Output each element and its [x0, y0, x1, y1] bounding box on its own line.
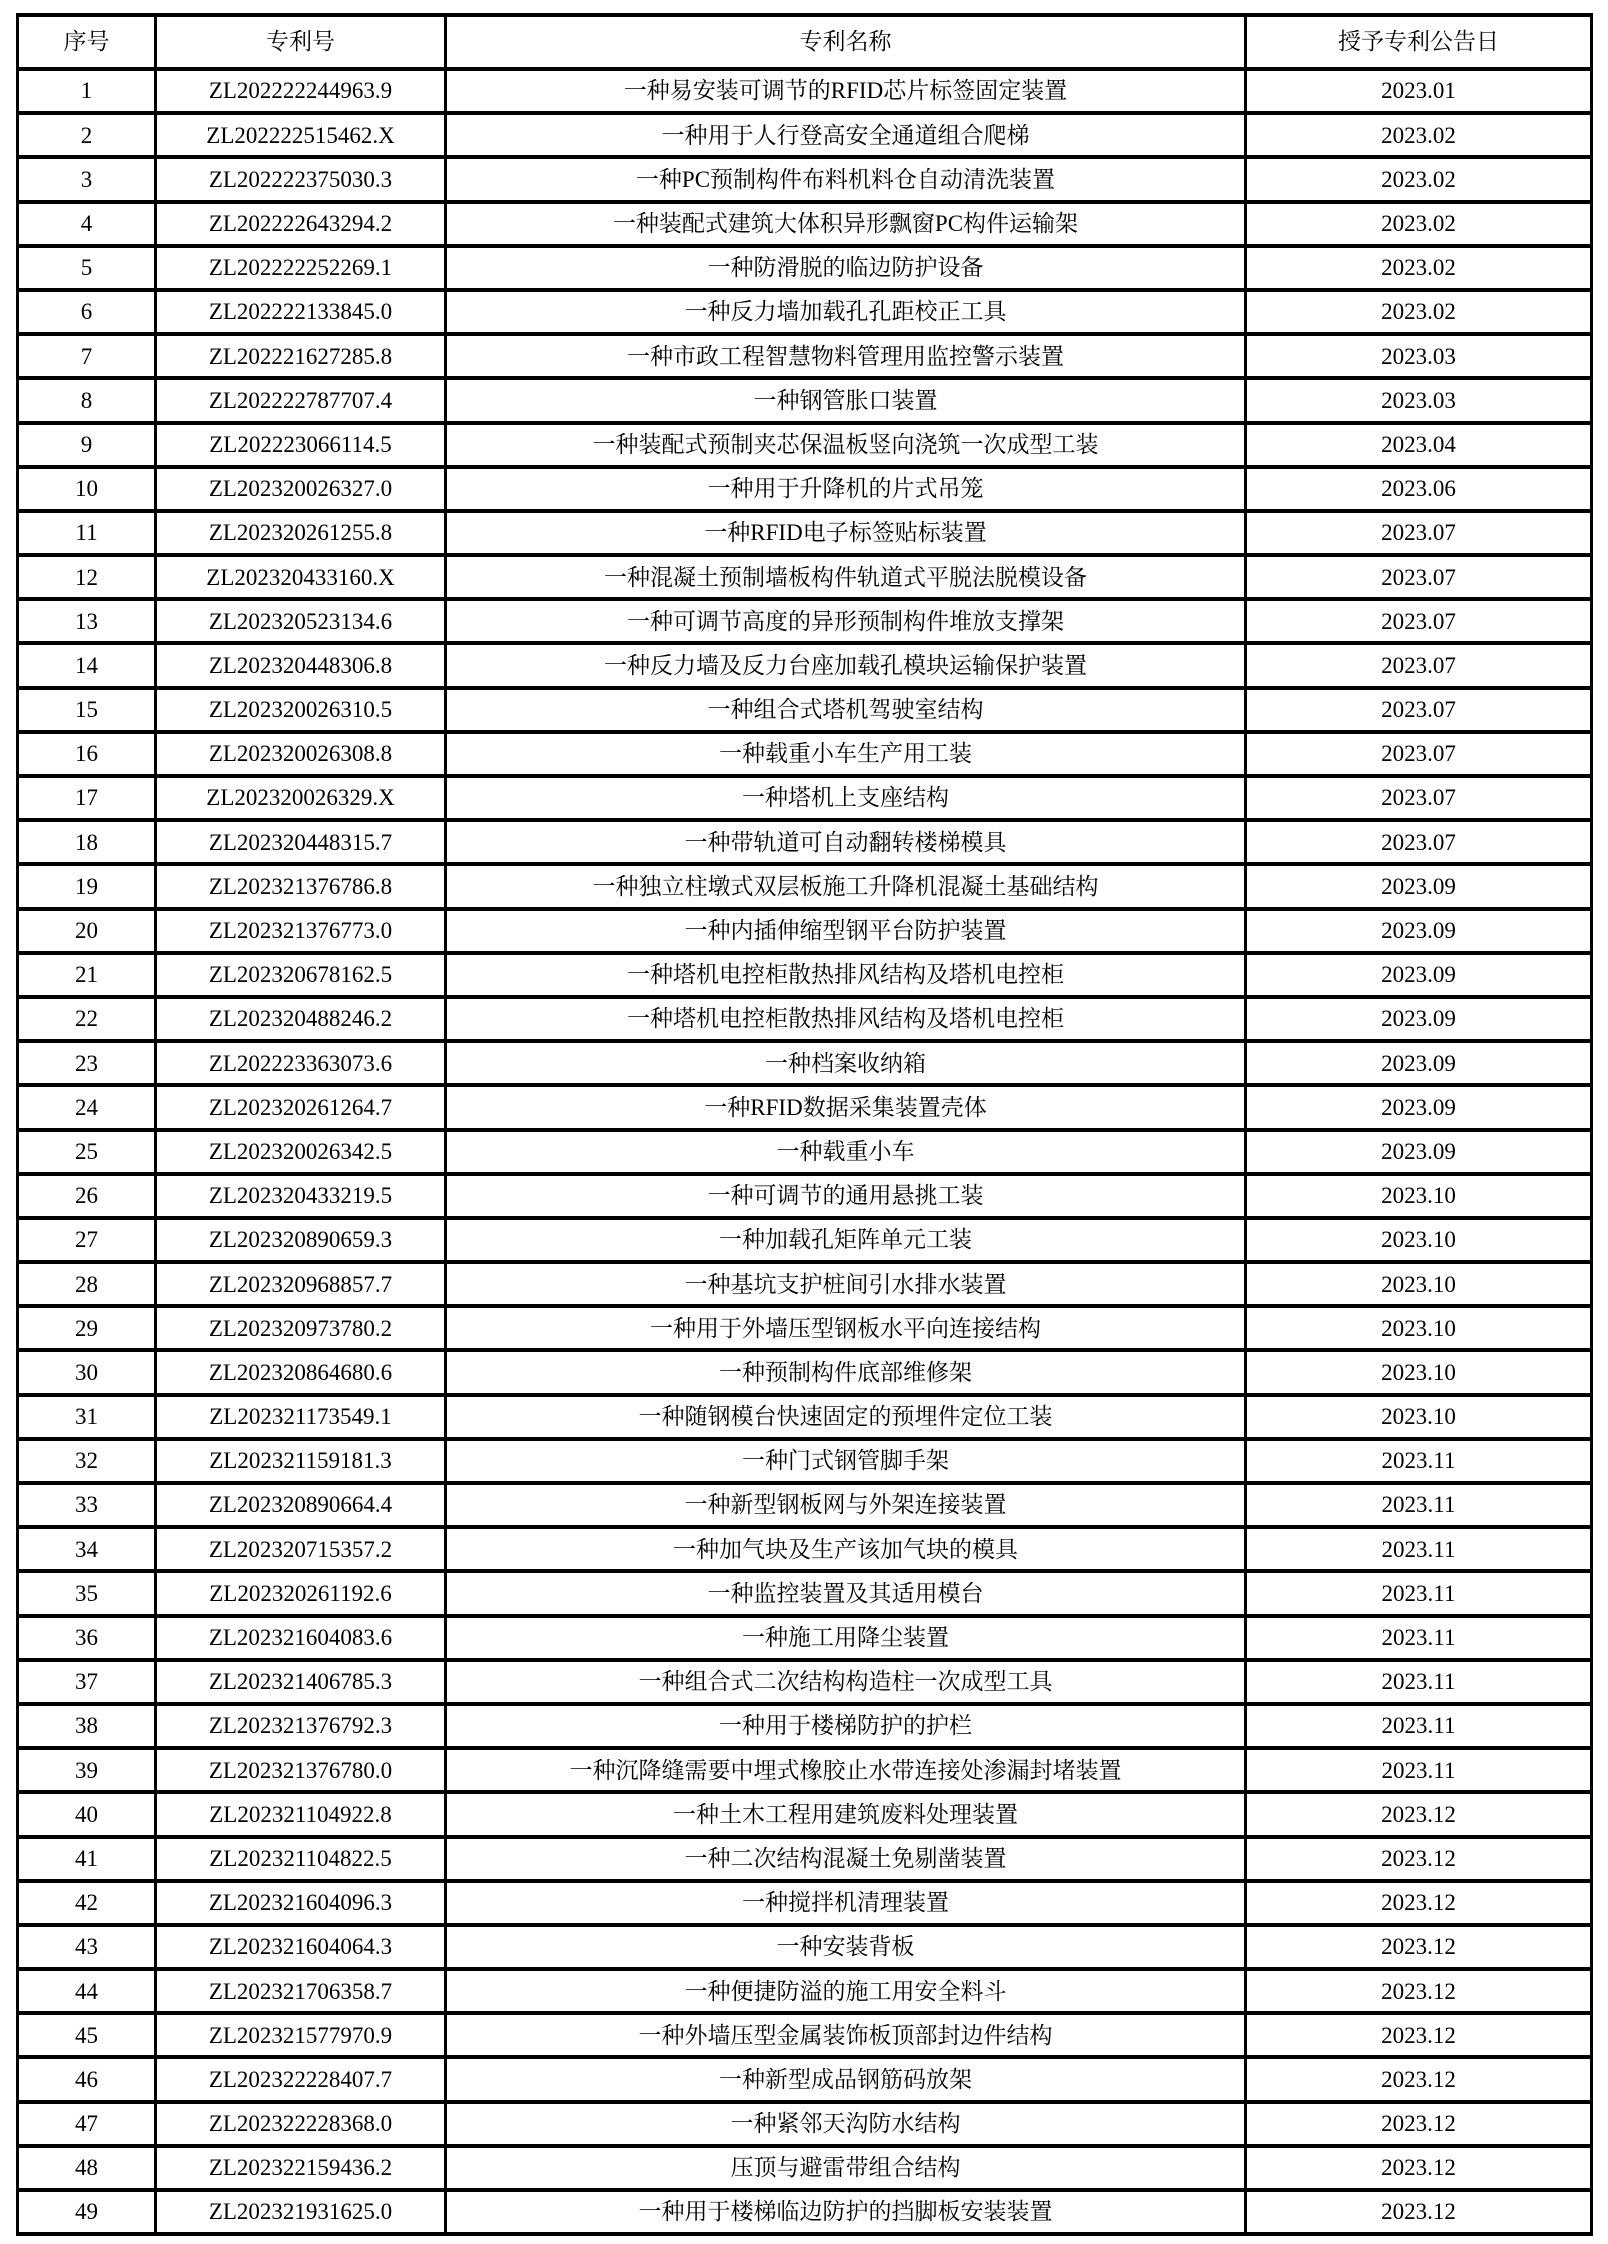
- table-row: [18, 1704, 1592, 1748]
- patent-number-cell: ZL202321104822.5: [156, 1837, 446, 1881]
- serial-cell: 19: [18, 864, 156, 908]
- serial-cell: 35: [18, 1571, 156, 1615]
- serial-cell: 2: [18, 113, 156, 157]
- patent-name-cell: 一种装配式建筑大体积异形飘窗PC构件运输架: [446, 202, 1246, 246]
- serial-cell: 30: [18, 1350, 156, 1394]
- grant-date-cell: 2023.09: [1246, 909, 1592, 953]
- grant-date-cell: 2023.10: [1246, 1395, 1592, 1439]
- grant-date-cell: 2023.07: [1246, 776, 1592, 820]
- table-row: [18, 776, 1592, 820]
- serial-cell: 49: [18, 2190, 156, 2234]
- patent-number-cell: ZL202321159181.3: [156, 1439, 446, 1483]
- grant-date-cell: 2023.07: [1246, 643, 1592, 687]
- grant-date-cell: 2023.03: [1246, 378, 1592, 422]
- patent-number-cell: ZL202321406785.3: [156, 1660, 446, 1704]
- patent-number-cell: ZL202321376780.0: [156, 1748, 446, 1792]
- patent-number-cell: ZL202321376786.8: [156, 864, 446, 908]
- patent-number-cell: ZL202320864680.6: [156, 1350, 446, 1394]
- patent-name-cell: 一种防滑脱的临边防护设备: [446, 246, 1246, 290]
- grant-date-cell: 2023.07: [1246, 820, 1592, 864]
- grant-date-cell: 2023.12: [1246, 1881, 1592, 1925]
- patent-number-cell: ZL202223363073.6: [156, 1041, 446, 1085]
- patent-number-cell: ZL202320261192.6: [156, 1571, 446, 1615]
- grant-date-cell: 2023.02: [1246, 157, 1592, 201]
- patent-number-cell: ZL202321104922.8: [156, 1792, 446, 1836]
- table-row: [18, 599, 1592, 643]
- patent-name-cell: 一种用于楼梯防护的护栏: [446, 1704, 1246, 1748]
- table-row: [18, 467, 1592, 511]
- serial-cell: 45: [18, 2013, 156, 2057]
- patent-name-cell: 一种塔机上支座结构: [446, 776, 1246, 820]
- serial-cell: 44: [18, 1969, 156, 2013]
- serial-cell: 16: [18, 732, 156, 776]
- patent-number-cell: ZL202322228368.0: [156, 2102, 446, 2146]
- table-row: [18, 732, 1592, 776]
- serial-cell: 10: [18, 467, 156, 511]
- grant-date-cell: 2023.11: [1246, 1571, 1592, 1615]
- patent-name-cell: 一种安装背板: [446, 1925, 1246, 1969]
- serial-cell: 27: [18, 1218, 156, 1262]
- grant-date-cell: 2023.12: [1246, 2146, 1592, 2190]
- patent-name-cell: 一种紧邻天沟防水结构: [446, 2102, 1246, 2146]
- table-row: [18, 1041, 1592, 1085]
- patent-number-cell: ZL202320890659.3: [156, 1218, 446, 1262]
- patent-number-cell: ZL202320523134.6: [156, 599, 446, 643]
- grant-date-cell: 2023.12: [1246, 2057, 1592, 2101]
- serial-cell: 21: [18, 953, 156, 997]
- serial-cell: 13: [18, 599, 156, 643]
- table-row: [18, 1660, 1592, 1704]
- patent-number-cell: ZL202321376773.0: [156, 909, 446, 953]
- patent-name-cell: 压顶与避雷带组合结构: [446, 2146, 1246, 2190]
- grant-date-cell: 2023.12: [1246, 1925, 1592, 1969]
- grant-date-cell: 2023.09: [1246, 864, 1592, 908]
- serial-cell: 26: [18, 1174, 156, 1218]
- patent-name-cell: 一种新型钢板网与外架连接装置: [446, 1483, 1246, 1527]
- patent-number-cell: ZL202222515462.X: [156, 113, 446, 157]
- patent-name-cell: 一种易安装可调节的RFID芯片标签固定装置: [446, 69, 1246, 113]
- grant-date-cell: 2023.09: [1246, 1041, 1592, 1085]
- table-row: [18, 953, 1592, 997]
- table-row: [18, 820, 1592, 864]
- grant-date-cell: 2023.06: [1246, 467, 1592, 511]
- patent-number-cell: ZL202320448315.7: [156, 820, 446, 864]
- table-row: [18, 290, 1592, 334]
- serial-cell: 48: [18, 2146, 156, 2190]
- patent-name-cell: 一种用于人行登高安全通道组合爬梯: [446, 113, 1246, 157]
- header-row: [18, 15, 1592, 69]
- serial-cell: 24: [18, 1085, 156, 1129]
- table-row: [18, 1616, 1592, 1660]
- patent-number-cell: ZL202320968857.7: [156, 1262, 446, 1306]
- patent-name-cell: 一种用于外墙压型钢板水平向连接结构: [446, 1306, 1246, 1350]
- table-row: [18, 1571, 1592, 1615]
- patent-number-cell: ZL202223066114.5: [156, 423, 446, 467]
- patent-name-cell: 一种用于升降机的片式吊笼: [446, 467, 1246, 511]
- patent-name-cell: 一种反力墙加载孔孔距校正工具: [446, 290, 1246, 334]
- serial-cell: 22: [18, 997, 156, 1041]
- table-row: [18, 1748, 1592, 1792]
- table-row: [18, 1439, 1592, 1483]
- serial-cell: 31: [18, 1395, 156, 1439]
- table-row: [18, 202, 1592, 246]
- patent-name-cell: 一种装配式预制夹芯保温板竖向浇筑一次成型工装: [446, 423, 1246, 467]
- serial-cell: 14: [18, 643, 156, 687]
- patent-name-cell: 一种PC预制构件布料机料仓自动清洗装置: [446, 157, 1246, 201]
- patent-number-cell: ZL202222375030.3: [156, 157, 446, 201]
- patent-name-cell: 一种载重小车: [446, 1130, 1246, 1174]
- patent-name-cell: 一种新型成品钢筋码放架: [446, 2057, 1246, 2101]
- patent-name-cell: 一种搅拌机清理装置: [446, 1881, 1246, 1925]
- patent-name-cell: 一种反力墙及反力台座加载孔模块运输保护装置: [446, 643, 1246, 687]
- table-row: [18, 511, 1592, 555]
- table-row: [18, 997, 1592, 1041]
- table-row: [18, 1925, 1592, 1969]
- serial-cell: 41: [18, 1837, 156, 1881]
- grant-date-cell: 2023.02: [1246, 113, 1592, 157]
- patent-name-cell: 一种带轨道可自动翻转楼梯模具: [446, 820, 1246, 864]
- serial-cell: 9: [18, 423, 156, 467]
- patent-name-cell: 一种预制构件底部维修架: [446, 1350, 1246, 1394]
- table-row: [18, 1218, 1592, 1262]
- patent-name-cell: 一种外墙压型金属装饰板顶部封边件结构: [446, 2013, 1246, 2057]
- patent-name-cell: 一种可调节的通用悬挑工装: [446, 1174, 1246, 1218]
- serial-cell: 33: [18, 1483, 156, 1527]
- grant-date-cell: 2023.10: [1246, 1218, 1592, 1262]
- table-row: [18, 909, 1592, 953]
- patent-number-cell: ZL202320890664.4: [156, 1483, 446, 1527]
- patent-number-cell: ZL202321376792.3: [156, 1704, 446, 1748]
- grant-date-cell: 2023.12: [1246, 1969, 1592, 2013]
- patent-name-cell: 一种组合式二次结构构造柱一次成型工具: [446, 1660, 1246, 1704]
- grant-date-cell: 2023.02: [1246, 246, 1592, 290]
- table-row: [18, 1792, 1592, 1836]
- serial-cell: 15: [18, 688, 156, 732]
- patent-name-cell: 一种RFID电子标签贴标装置: [446, 511, 1246, 555]
- grant-date-cell: 2023.07: [1246, 732, 1592, 776]
- patent-number-cell: ZL202320433219.5: [156, 1174, 446, 1218]
- patent-number-cell: ZL202320448306.8: [156, 643, 446, 687]
- table-row: [18, 2190, 1592, 2234]
- patent-name-cell: 一种RFID数据采集装置壳体: [446, 1085, 1246, 1129]
- grant-date-cell: 2023.12: [1246, 1792, 1592, 1836]
- table-row: [18, 643, 1592, 687]
- patent-name-cell: 一种沉降缝需要中埋式橡胶止水带连接处渗漏封堵装置: [446, 1748, 1246, 1792]
- patent-name-cell: 一种便捷防溢的施工用安全料斗: [446, 1969, 1246, 2013]
- serial-cell: 40: [18, 1792, 156, 1836]
- table-row: [18, 1881, 1592, 1925]
- serial-cell: 12: [18, 555, 156, 599]
- grant-date-cell: 2023.11: [1246, 1439, 1592, 1483]
- table-row: [18, 2102, 1592, 2146]
- header-grant-date: 授予专利公告日: [1246, 15, 1592, 69]
- serial-cell: 36: [18, 1616, 156, 1660]
- header-patent-no: 专利号: [156, 15, 446, 69]
- patent-number-cell: ZL202221627285.8: [156, 334, 446, 378]
- patent-number-cell: ZL202320026327.0: [156, 467, 446, 511]
- table-row: [18, 555, 1592, 599]
- patent-number-cell: ZL202320488246.2: [156, 997, 446, 1041]
- patent-table-body: [18, 69, 1592, 2234]
- table-row: [18, 378, 1592, 422]
- table-row: [18, 1395, 1592, 1439]
- patent-name-cell: 一种组合式塔机驾驶室结构: [446, 688, 1246, 732]
- patent-number-cell: ZL202320026342.5: [156, 1130, 446, 1174]
- patent-name-cell: 一种塔机电控柜散热排风结构及塔机电控柜: [446, 953, 1246, 997]
- grant-date-cell: 2023.12: [1246, 1837, 1592, 1881]
- serial-cell: 23: [18, 1041, 156, 1085]
- grant-date-cell: 2023.07: [1246, 688, 1592, 732]
- patent-number-cell: ZL202320026308.8: [156, 732, 446, 776]
- table-row: [18, 1262, 1592, 1306]
- patent-name-cell: 一种塔机电控柜散热排风结构及塔机电控柜: [446, 997, 1246, 1041]
- table-row: [18, 1969, 1592, 2013]
- table-row: [18, 1483, 1592, 1527]
- serial-cell: 4: [18, 202, 156, 246]
- grant-date-cell: 2023.07: [1246, 599, 1592, 643]
- serial-cell: 1: [18, 69, 156, 113]
- table-row: [18, 864, 1592, 908]
- patent-number-cell: ZL202322228407.7: [156, 2057, 446, 2101]
- table-row: [18, 157, 1592, 201]
- patent-number-cell: ZL202322159436.2: [156, 2146, 446, 2190]
- serial-cell: 28: [18, 1262, 156, 1306]
- grant-date-cell: 2023.02: [1246, 290, 1592, 334]
- patent-name-cell: 一种市政工程智慧物料管理用监控警示装置: [446, 334, 1246, 378]
- serial-cell: 42: [18, 1881, 156, 1925]
- grant-date-cell: 2023.11: [1246, 1483, 1592, 1527]
- grant-date-cell: 2023.11: [1246, 1616, 1592, 1660]
- patent-number-cell: ZL202222787707.4: [156, 378, 446, 422]
- patent-number-cell: ZL202320973780.2: [156, 1306, 446, 1350]
- patent-number-cell: ZL202222244963.9: [156, 69, 446, 113]
- patent-name-cell: 一种监控装置及其适用模台: [446, 1571, 1246, 1615]
- table-row: [18, 2146, 1592, 2190]
- patent-number-cell: ZL202321604064.3: [156, 1925, 446, 1969]
- grant-date-cell: 2023.10: [1246, 1174, 1592, 1218]
- serial-cell: 3: [18, 157, 156, 201]
- table-row: [18, 2013, 1592, 2057]
- grant-date-cell: 2023.10: [1246, 1262, 1592, 1306]
- serial-cell: 18: [18, 820, 156, 864]
- table-row: [18, 1527, 1592, 1571]
- patent-name-cell: 一种可调节高度的异形预制构件堆放支撑架: [446, 599, 1246, 643]
- patent-name-cell: 一种门式钢管脚手架: [446, 1439, 1246, 1483]
- serial-cell: 11: [18, 511, 156, 555]
- table-row: [18, 334, 1592, 378]
- patent-number-cell: ZL202320026310.5: [156, 688, 446, 732]
- grant-date-cell: 2023.09: [1246, 997, 1592, 1041]
- serial-cell: 37: [18, 1660, 156, 1704]
- grant-date-cell: 2023.11: [1246, 1527, 1592, 1571]
- table-row: [18, 69, 1592, 113]
- patent-name-cell: 一种随钢模台快速固定的预埋件定位工装: [446, 1395, 1246, 1439]
- serial-cell: 39: [18, 1748, 156, 1792]
- grant-date-cell: 2023.10: [1246, 1306, 1592, 1350]
- patent-name-cell: 一种基坑支护桩间引水排水装置: [446, 1262, 1246, 1306]
- table-row: [18, 1085, 1592, 1129]
- serial-cell: 8: [18, 378, 156, 422]
- header-name: 专利名称: [446, 15, 1246, 69]
- patent-name-cell: 一种混凝土预制墙板构件轨道式平脱法脱模设备: [446, 555, 1246, 599]
- patent-number-cell: ZL202320715357.2: [156, 1527, 446, 1571]
- serial-cell: 34: [18, 1527, 156, 1571]
- patent-name-cell: 一种载重小车生产用工装: [446, 732, 1246, 776]
- patent-number-cell: ZL202321706358.7: [156, 1969, 446, 2013]
- grant-date-cell: 2023.01: [1246, 69, 1592, 113]
- patent-number-cell: ZL202320026329.X: [156, 776, 446, 820]
- patent-name-cell: 一种钢管胀口装置: [446, 378, 1246, 422]
- table-row: [18, 1306, 1592, 1350]
- patent-name-cell: 一种施工用降尘装置: [446, 1616, 1246, 1660]
- patent-number-cell: ZL202321604096.3: [156, 1881, 446, 1925]
- serial-cell: 46: [18, 2057, 156, 2101]
- patent-name-cell: 一种内插伸缩型钢平台防护装置: [446, 909, 1246, 953]
- patent-name-cell: 一种加载孔矩阵单元工装: [446, 1218, 1246, 1262]
- patent-name-cell: 一种加气块及生产该加气块的模具: [446, 1527, 1246, 1571]
- grant-date-cell: 2023.12: [1246, 2102, 1592, 2146]
- patent-number-cell: ZL202222133845.0: [156, 290, 446, 334]
- patent-number-cell: ZL202320261264.7: [156, 1085, 446, 1129]
- grant-date-cell: 2023.12: [1246, 2013, 1592, 2057]
- patent-name-cell: 一种土木工程用建筑废料处理装置: [446, 1792, 1246, 1836]
- table-row: [18, 1837, 1592, 1881]
- serial-cell: 38: [18, 1704, 156, 1748]
- grant-date-cell: 2023.11: [1246, 1704, 1592, 1748]
- header-serial: 序号: [18, 15, 156, 69]
- serial-cell: 6: [18, 290, 156, 334]
- grant-date-cell: 2023.11: [1246, 1748, 1592, 1792]
- patent-number-cell: ZL202320433160.X: [156, 555, 446, 599]
- patent-number-cell: ZL202321173549.1: [156, 1395, 446, 1439]
- table-row: [18, 1174, 1592, 1218]
- table-row: [18, 113, 1592, 157]
- patent-table: [16, 13, 1593, 2236]
- grant-date-cell: 2023.09: [1246, 1130, 1592, 1174]
- patent-number-cell: ZL202321604083.6: [156, 1616, 446, 1660]
- patent-number-cell: ZL202320261255.8: [156, 511, 446, 555]
- grant-date-cell: 2023.03: [1246, 334, 1592, 378]
- grant-date-cell: 2023.11: [1246, 1660, 1592, 1704]
- grant-date-cell: 2023.12: [1246, 2190, 1592, 2234]
- patent-name-cell: 一种独立柱墩式双层板施工升降机混凝土基础结构: [446, 864, 1246, 908]
- serial-cell: 32: [18, 1439, 156, 1483]
- patent-name-cell: 一种档案收纳箱: [446, 1041, 1246, 1085]
- table-row: [18, 2057, 1592, 2101]
- table-row: [18, 423, 1592, 467]
- serial-cell: 17: [18, 776, 156, 820]
- grant-date-cell: 2023.07: [1246, 511, 1592, 555]
- patent-number-cell: ZL202222252269.1: [156, 246, 446, 290]
- patent-name-cell: 一种用于楼梯临边防护的挡脚板安装装置: [446, 2190, 1246, 2234]
- serial-cell: 47: [18, 2102, 156, 2146]
- grant-date-cell: 2023.02: [1246, 202, 1592, 246]
- patent-table-header: [18, 15, 1592, 69]
- table-row: [18, 688, 1592, 732]
- patent-number-cell: ZL202320678162.5: [156, 953, 446, 997]
- table-row: [18, 246, 1592, 290]
- serial-cell: 25: [18, 1130, 156, 1174]
- grant-date-cell: 2023.10: [1246, 1350, 1592, 1394]
- patent-number-cell: ZL202222643294.2: [156, 202, 446, 246]
- serial-cell: 7: [18, 334, 156, 378]
- grant-date-cell: 2023.04: [1246, 423, 1592, 467]
- grant-date-cell: 2023.07: [1246, 555, 1592, 599]
- grant-date-cell: 2023.09: [1246, 953, 1592, 997]
- serial-cell: 29: [18, 1306, 156, 1350]
- serial-cell: 43: [18, 1925, 156, 1969]
- serial-cell: 5: [18, 246, 156, 290]
- patent-number-cell: ZL202321577970.9: [156, 2013, 446, 2057]
- patent-number-cell: ZL202321931625.0: [156, 2190, 446, 2234]
- table-row: [18, 1350, 1592, 1394]
- patent-name-cell: 一种二次结构混凝土免剔凿装置: [446, 1837, 1246, 1881]
- serial-cell: 20: [18, 909, 156, 953]
- table-row: [18, 1130, 1592, 1174]
- grant-date-cell: 2023.09: [1246, 1085, 1592, 1129]
